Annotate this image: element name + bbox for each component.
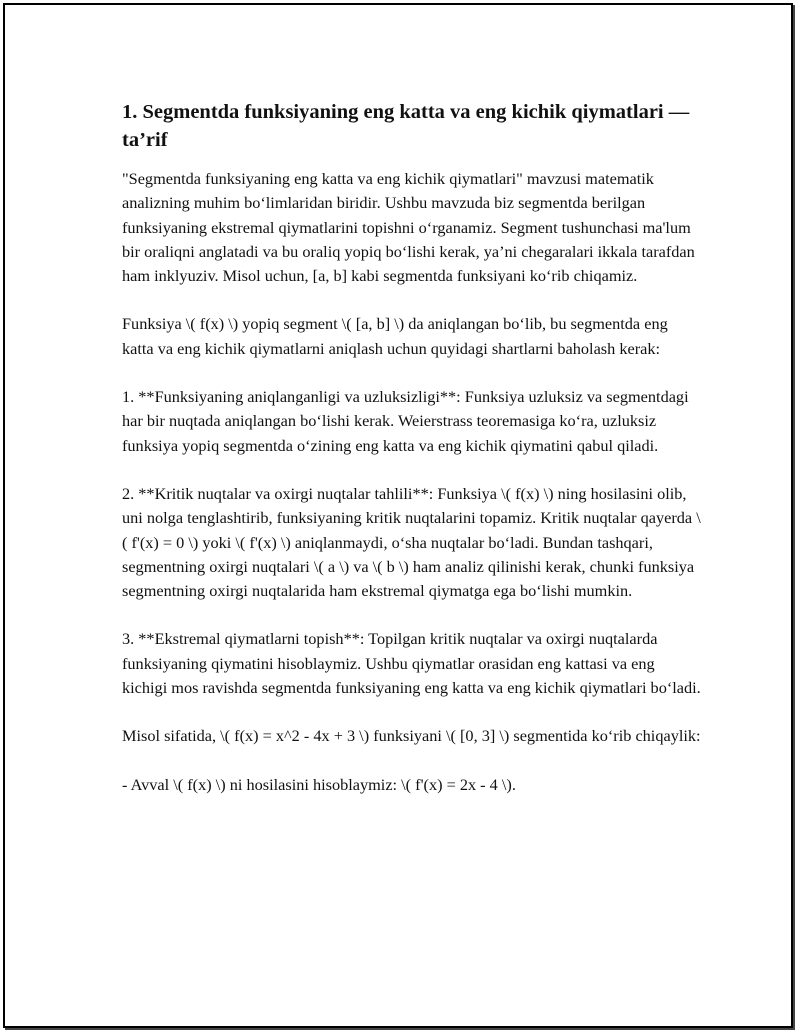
paragraph-example: Misol sifatida, \( f(x) = x^2 - 4x + 3 \) funksiyani \( [0, 3] \) segmentida ko‘rib chiqaylik: [122, 726, 701, 746]
document-title: 1. Segmentda funksiyaning eng katta va eng kichik qiymatlari — ta’rif [122, 101, 690, 151]
paragraph-step-3: 3. **Ekstremal qiymatlarni topish**: Topilgan kritik nuqtalar va oxirgi nuqtalarda funksiyaning qiymatini hisoblaymiz. Ushbu qiymatlar orasidan eng kattasi va eng kichigi mos ravishda segmentda funksiyaning eng katta va eng kichik qiymatlari bo‘ladi. [122, 629, 701, 698]
paragraph-step-1: 1. **Funksiyaning aniqlanganligi va uzluksizligi**: Funksiya uzluksiz va segmentdagi har bir nuqtada aniqlangan bo‘lishi kerak. Weierstrass teoremasiga ko‘ra, uzluksiz funksiya yopiq segmentda o‘zining eng katta va eng kichik qiymatini qabul qiladi. [122, 387, 689, 455]
paragraph-derivative: - Avval \( f(x) \) ni hosilasini hisoblaymiz: \( f'(x) = 2x - 4 \). [122, 774, 516, 794]
document-content [122, 98, 702, 821]
paragraph-intro: "Segmentda funksiyaning eng katta va eng kichik qiymatlari" mavzusi matematik analizning muhim bo‘limlaridan biridir. Ushbu mavzuda biz segmentda berilgan funksiyaning ekstremal qiymatlarini topishni o‘rganamiz. Segment tushunchasi ma'lum bir oraliqni anglatadi va bu oraliq yopiq bo‘lishi kerak, ya’ni chegaralari ikkala tarafdan ham inklyuziv. Misol uchun, [a, b] kabi segmentda funksiyani ko‘rib chiqamiz. [122, 169, 695, 286]
paragraph-step-2: 2. **Kritik nuqtalar va oxirgi nuqtalar tahlili**: Funksiya \( f(x) \) ning hosilasini olib, uni nolga tenglashtirib, funksiyaning kritik nuqtalarini topamiz. Kritik nuqtalar qayerda \( f'(x) = 0 \) yoki \( f'(x) \) aniqlanmaydi, o‘sha nuqtalar bo‘ladi. Bundan tashqari, segmentning oxirgi nuqtalari \( a \) va \( b \) ham analiz qilinishi kerak, chunki funksiya segmentning oxirgi nuqtalarida ham ekstremal qiymatga ega bo‘lishi mumkin. [122, 483, 701, 601]
document-page [3, 3, 793, 1028]
paragraph-conditions: Funksiya \( f(x) \) yopiq segment \( [a, b] \) da aniqlangan bo‘lib, bu segmentda eng katta va eng kichik qiymatlarni aniqlash uchun quyidagi shartlarni baholash kerak: [122, 314, 668, 358]
